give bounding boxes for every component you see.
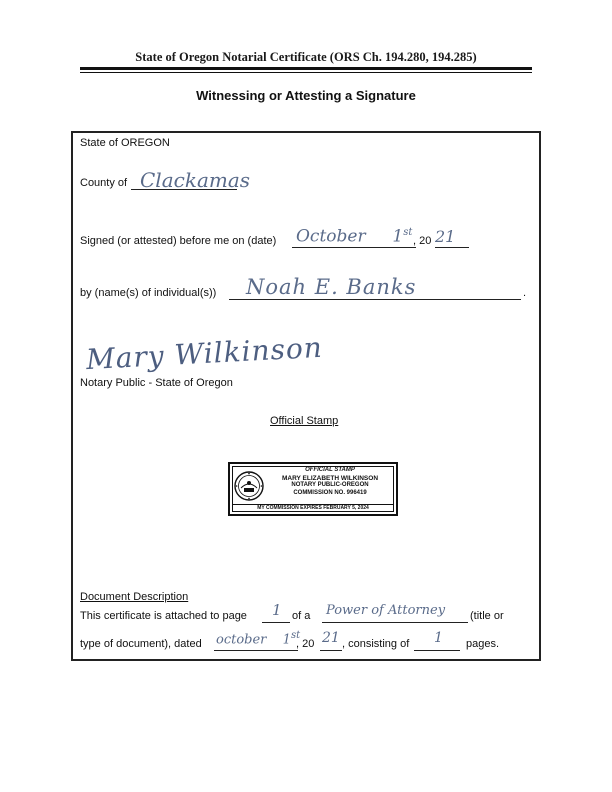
form-subtitle: Witnessing or Attesting a Signature — [196, 88, 416, 103]
by-handwritten: Noah E. Banks — [246, 275, 417, 299]
doc-text-5: , 20 — [296, 638, 315, 650]
county-handwritten: Clackamas — [140, 168, 251, 192]
doc-page-blank — [262, 622, 290, 623]
doc-text-1: This certificate is attached to page — [80, 610, 247, 622]
notary-signature: Mary Wilkinson — [85, 330, 324, 377]
header-title: State of Oregon Notarial Certificate (ORS Ch. 194.280, 194.285) — [135, 50, 477, 64]
stamp-text — [266, 467, 394, 497]
doc-title-blank — [322, 622, 468, 623]
signed-year-prefix: , 20 — [413, 235, 432, 247]
header-rule-thick — [80, 67, 532, 70]
stamp-line-5: MY COMMISSION EXPIRES FEBRUARY 5, 2024 — [232, 504, 394, 512]
signed-date-handwritten: October 1st — [296, 226, 413, 247]
doc-dated-blank — [214, 650, 298, 651]
doc-text-7: pages. — [466, 638, 500, 650]
state-label: State of OREGON — [80, 137, 170, 149]
stamp-line-3: NOTARY PUBLIC-OREGON — [291, 482, 369, 488]
doc-year-blank — [320, 650, 342, 651]
signed-label: Signed (or attested) before me on (date) — [80, 235, 277, 247]
doc-text-3: (title or — [470, 610, 504, 622]
county-label: County of — [80, 177, 128, 189]
oregon-seal-icon — [234, 471, 264, 501]
doc-pages-handwritten: 1 — [434, 630, 443, 646]
document-heading: Document Description — [80, 591, 189, 603]
certificate-frame — [71, 131, 541, 661]
doc-year-handwritten: 21 — [322, 630, 340, 646]
doc-title-handwritten: Power of Attorney — [326, 603, 446, 618]
notary-stamp — [228, 462, 398, 516]
by-label: by (name(s) of individual(s)) — [80, 287, 217, 299]
by-blank — [229, 299, 521, 300]
doc-text-6: , consisting of — [342, 638, 410, 650]
doc-page-handwritten: 1 — [272, 601, 282, 619]
signed-year-blank — [435, 247, 469, 248]
by-period: . — [523, 287, 527, 299]
doc-dated-handwritten: october 1st — [216, 630, 301, 648]
header-rule-thin — [80, 72, 532, 73]
notary-label: Notary Public - State of Oregon — [80, 377, 233, 389]
official-stamp-label: Official Stamp — [270, 415, 339, 427]
doc-text-2: of a — [292, 610, 311, 622]
stamp-line-2: MARY ELIZABETH WILKINSON — [281, 474, 379, 482]
stamp-line-4: COMMISSION NO. 996419 — [293, 489, 367, 496]
doc-text-4: type of document), dated — [80, 638, 202, 650]
signed-date-blank — [292, 247, 416, 248]
doc-pages-blank — [414, 650, 460, 651]
signed-year-handwritten: 21 — [435, 227, 456, 246]
stamp-line-1: OFFICIAL STAMP — [305, 467, 355, 473]
